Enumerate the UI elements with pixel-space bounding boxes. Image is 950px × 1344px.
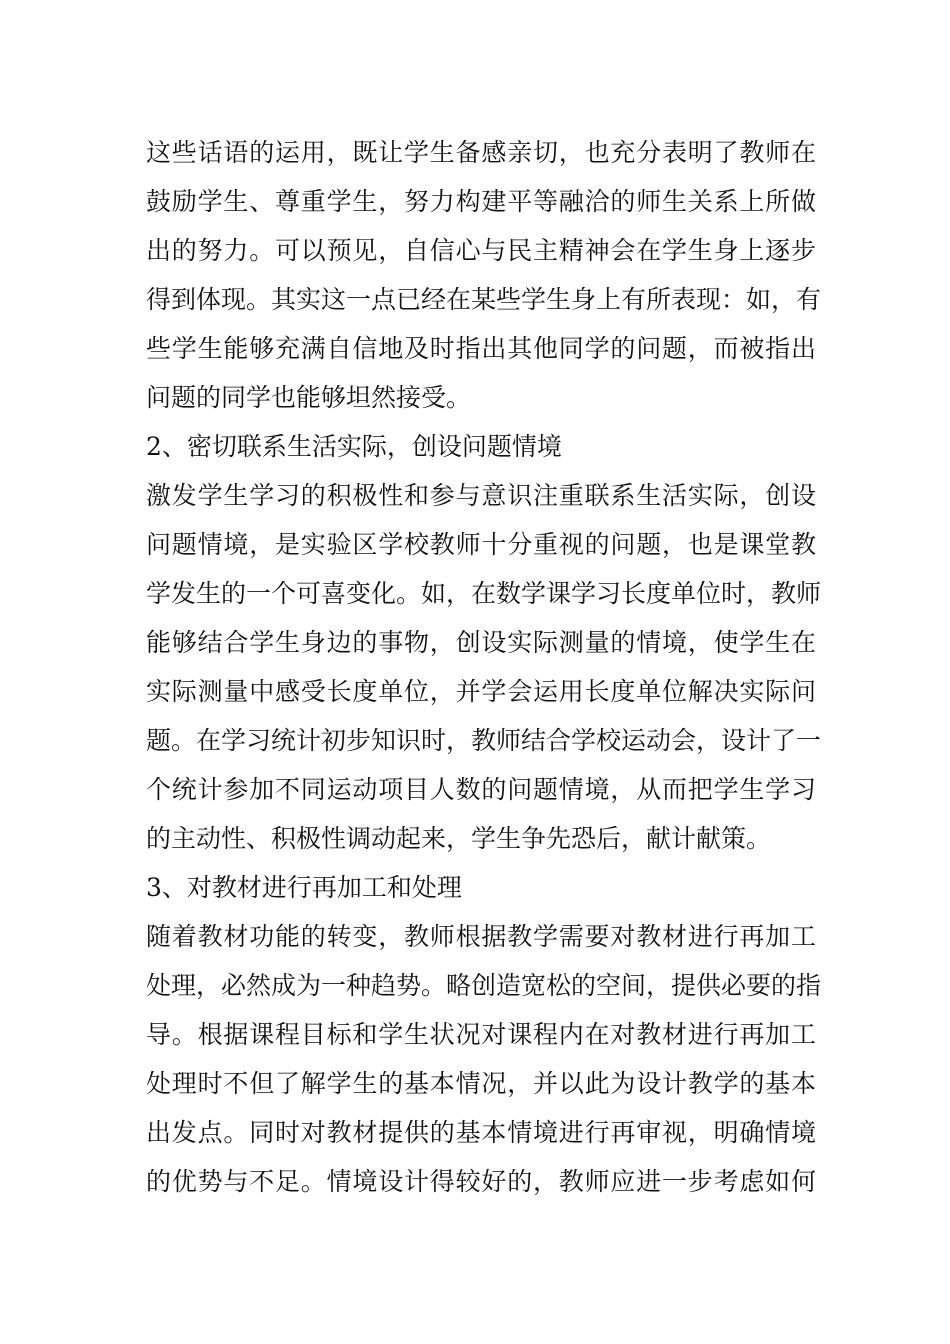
text-line: 得到体现。其实这一点已经在某些学生身上有所表现：如，有 [146, 285, 822, 314]
text-line: 问题的同学也能够坦然接受。 [146, 383, 472, 412]
text-line: 些学生能够充满自信地及时指出其他同学的问题，而被指出 [146, 334, 816, 363]
text-line: 激发学生学习的积极性和参与意识注重联系生活实际，创设 [146, 481, 816, 510]
section-heading: 3、对教材进行再加工和处理 [146, 873, 462, 902]
text-line: 的主动性、积极性调动起来，学生争先恐后，献计献策。 [146, 824, 772, 853]
text-line: 随着教材功能的转变，教师根据教学需要对教材进行再加工 [146, 922, 816, 951]
text-line: 导。根据课程目标和学生状况对课程内在对教材进行再加工 [146, 1020, 816, 1049]
text-line: 问题情境，是实验区学校教师十分重视的问题，也是课堂教 [146, 530, 816, 559]
text-line: 能够结合学生身边的事物，创设实际测量的情境，使学生在 [146, 628, 816, 657]
section-heading: 2、密切联系生活实际，创设问题情境 [146, 432, 562, 461]
text-line: 学发生的一个可喜变化。如，在数学课学习长度单位时，教师 [146, 579, 822, 608]
text-line: 实际测量中感受长度单位，并学会运用长度单位解决实际问 [146, 677, 816, 706]
document-body [146, 128, 822, 1206]
text-line: 处理时不但了解学生的基本情况，并以此为设计教学的基本 [146, 1069, 816, 1098]
text-line: 个统计参加不同运动项目人数的问题情境，从而把学生学习 [146, 775, 816, 804]
text-line: 题。在学习统计初步知识时，教师结合学校运动会，设计了一 [146, 726, 822, 755]
text-line: 的优势与不足。情境设计得较好的，教师应进一步考虑如何 [146, 1167, 816, 1196]
text-line: 出的努力。可以预见，自信心与民主精神会在学生身上逐步 [146, 236, 816, 265]
text-line: 鼓励学生、尊重学生，努力构建平等融洽的师生关系上所做 [146, 187, 816, 216]
text-line: 处理，必然成为一种趋势。略创造宽松的空间，提供必要的指 [146, 971, 822, 1000]
text-line: 出发点。同时对教材提供的基本情境进行再审视，明确情境 [146, 1118, 816, 1147]
text-line: 这些话语的运用，既让学生备感亲切，也充分表明了教师在 [146, 138, 816, 167]
